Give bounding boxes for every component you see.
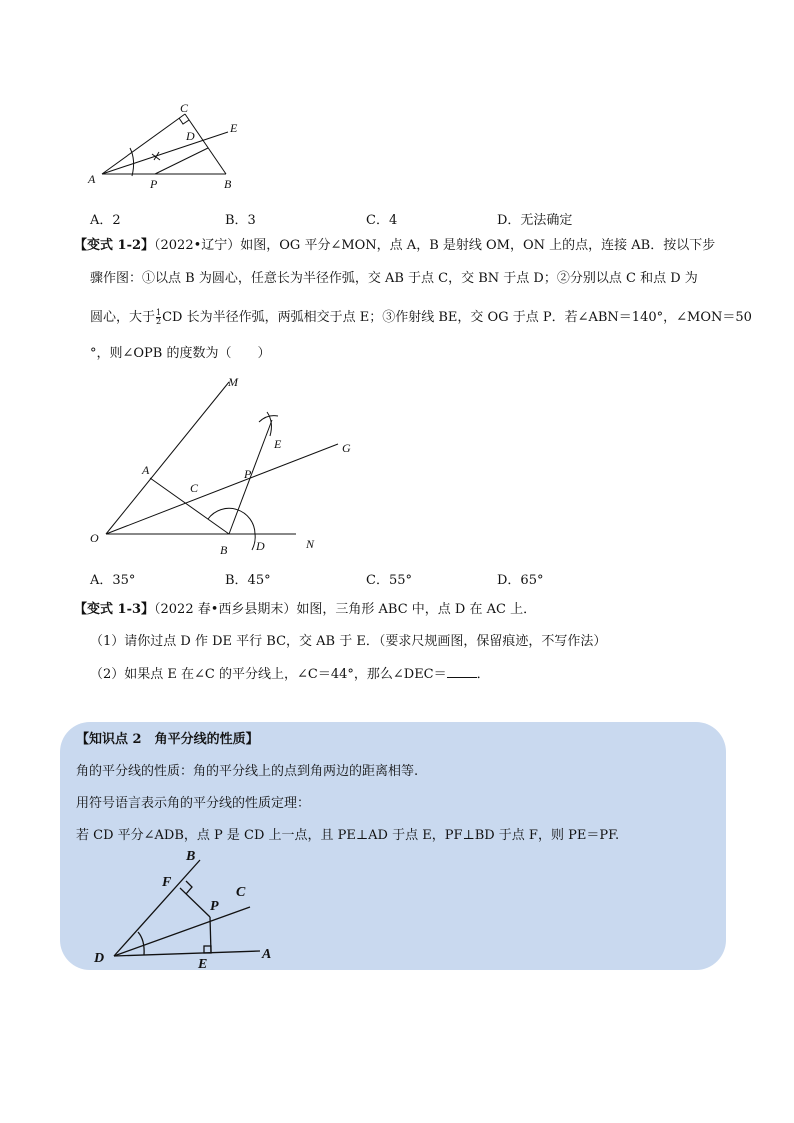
ray-DA xyxy=(114,951,260,956)
kfig-label-F: F xyxy=(162,875,172,890)
variant-1-2-line-4: °，则∠OPB 的度数为（ ） xyxy=(90,346,271,361)
fig2-label-D: D xyxy=(256,539,265,553)
kfig-label-P: P xyxy=(210,899,219,914)
q1-option-a: A．2 xyxy=(90,213,121,228)
q1-option-b: B．3 xyxy=(225,213,256,228)
knowledge-line-3: 若 CD 平分∠ADB，点 P 是 CD 上一点，且 PE⊥AD 于点 E，PF⊥BD 于点 F，则 PE＝PF. xyxy=(76,828,620,843)
variant-1-2-line-3 xyxy=(90,309,752,327)
knowledge-point-panel xyxy=(60,722,726,970)
variant-1-3-line-1 xyxy=(74,601,536,619)
variant-1-2-line-3a: 圆心，大于 xyxy=(90,310,156,325)
fig1-label-D: D xyxy=(186,129,195,143)
answer-blank[interactable] xyxy=(447,665,477,678)
q1-option-d: D．无法确定 xyxy=(497,213,573,228)
fig1-label-C: C xyxy=(180,101,189,115)
fig1-label-P: P xyxy=(150,177,158,191)
ray-OM xyxy=(106,382,229,534)
variant-1-3-sub-2 xyxy=(90,665,490,684)
fig1-label-B: B xyxy=(224,177,232,191)
right-angle-mark-E xyxy=(204,946,211,953)
variant-1-3-line-1-text: （2022 春•西乡县期末）如图，三角形 ABC 中，点 D 在 AC 上． xyxy=(154,602,537,617)
fig2-label-B: B xyxy=(220,543,228,557)
ray-DB xyxy=(114,860,200,956)
q2-option-b: B．45° xyxy=(225,573,271,588)
variant-1-2-tag: 【变式 1-2】 xyxy=(74,238,155,253)
variant-1-3-tag: 【变式 1-3】 xyxy=(74,602,155,617)
fig1-label-E: E xyxy=(230,121,238,135)
fig2-label-E: E xyxy=(274,437,282,451)
variant-1-2-line-1-text: （2022•辽宁）如图，OG 平分∠MON，点 A，B 是射线 OM，ON 上的点，连接 AB．按以下步 xyxy=(154,238,716,253)
fig2-label-N: N xyxy=(306,537,315,551)
kfig-label-A: A xyxy=(262,947,272,962)
knowledge-figure xyxy=(90,849,320,972)
ray-OG xyxy=(106,444,338,534)
variant-1-2-line-3b: CD 长为半径作弧，两弧相交于点 E；③作射线 BE，交 OG 于点 P．若∠ABN＝140°，∠MON＝50 xyxy=(162,310,752,325)
knowledge-title: 【知识点 2 角平分线的性质】 xyxy=(76,732,259,747)
arc-at-B xyxy=(208,508,255,550)
fig1-label-A: A xyxy=(88,172,96,186)
construction-cross xyxy=(152,152,160,160)
frac-denominator: 2 xyxy=(156,317,162,326)
knowledge-line-1: 角的平分线的性质：角的平分线上的点到角两边的距离相等. xyxy=(76,764,419,779)
fig2-label-M: M xyxy=(228,375,238,389)
knowledge-line-2: 用符号语言表示角的平分线的性质定理： xyxy=(76,796,311,811)
fig2-label-P: P xyxy=(244,467,252,481)
q2-option-a: A．35° xyxy=(90,573,136,588)
variant-1-2-line-2: 骤作图：①以点 B 为圆心，任意长为半径作弧，交 AB 于点 C，交 BN 于点 D；②分别以点 C 和点 D 为 xyxy=(90,271,698,286)
q2-option-c: C．55° xyxy=(366,573,412,588)
variant-1-3-sub-1: （1）请你过点 D 作 DE 平行 BC，交 AB 于 E．（要求尺规画图，保留痕迹，不写作法） xyxy=(90,634,607,649)
kfig-label-B: B xyxy=(186,849,196,864)
ray-AE xyxy=(102,132,228,174)
fig2-label-C: C xyxy=(190,481,199,495)
variant-1-3-sub-2b: ． xyxy=(476,667,490,682)
variant-1-2-line-1 xyxy=(74,237,715,255)
right-angle-mark-C xyxy=(179,118,189,124)
construction-arc xyxy=(130,148,134,176)
figure-1-triangle xyxy=(80,98,260,194)
half-fraction xyxy=(156,309,161,326)
fig2-label-A: A xyxy=(142,463,150,477)
angle-arc-D xyxy=(138,932,144,955)
q1-option-c: C．4 xyxy=(366,213,398,228)
figure-2-angle-bisector xyxy=(84,372,351,558)
ray-DC xyxy=(114,907,250,956)
variant-1-3-sub-2a: （2）如果点 E 在∠C 的平分线上，∠C＝44°，那么∠DEC＝ xyxy=(90,667,447,682)
frac-numerator: 1 xyxy=(156,308,162,317)
fig2-label-G: G xyxy=(342,441,351,455)
segment-PF xyxy=(180,888,210,917)
kfig-label-D: D xyxy=(94,951,105,966)
fig2-label-O: O xyxy=(90,531,99,545)
kfig-label-E: E xyxy=(198,957,208,972)
kfig-label-C: C xyxy=(236,885,246,900)
segment-PD xyxy=(155,148,208,174)
right-angle-mark-F xyxy=(186,881,192,894)
q2-option-d: D．65° xyxy=(497,573,544,588)
arc-cross-E xyxy=(259,412,278,436)
